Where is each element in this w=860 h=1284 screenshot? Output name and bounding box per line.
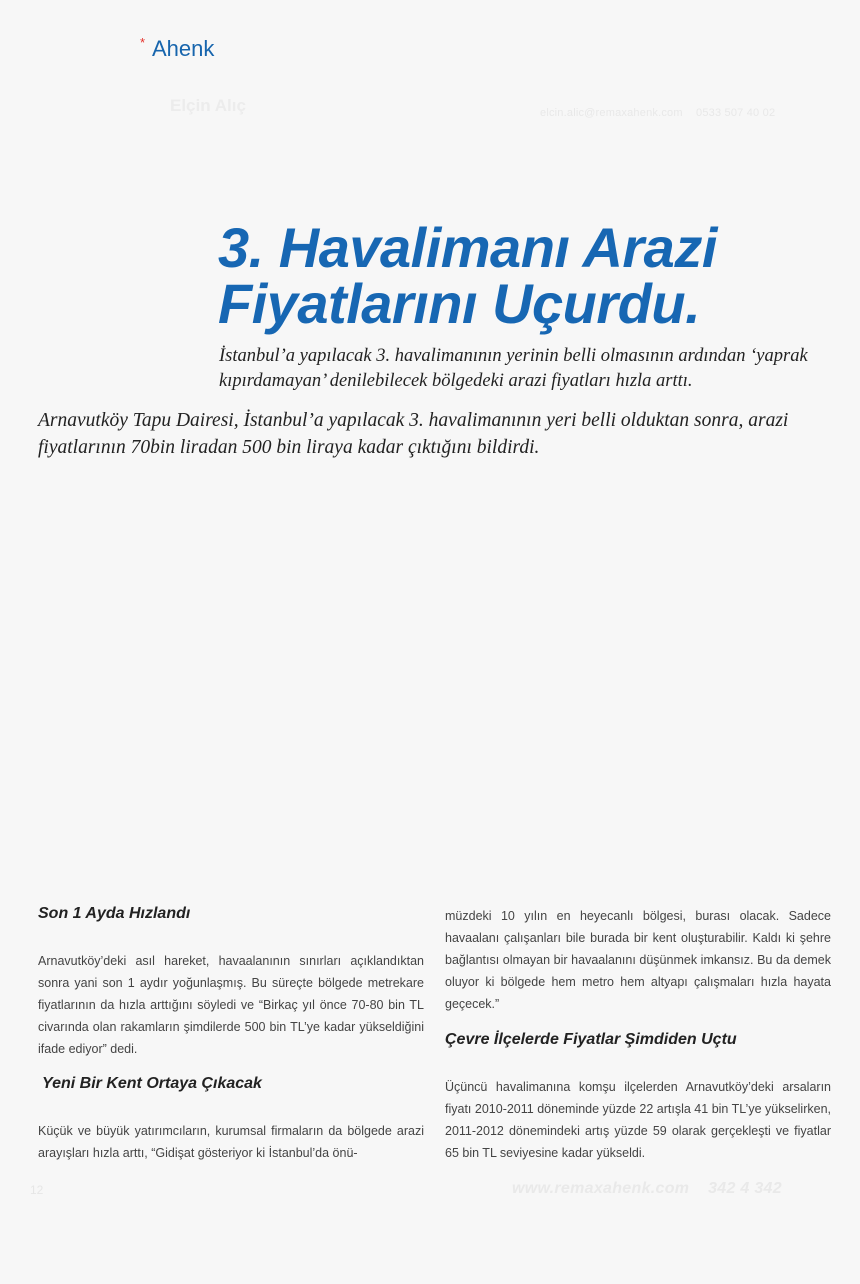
author-name: Elçin Alıç — [170, 96, 246, 115]
section-body-yeni-kent-part-2 — [445, 905, 831, 1015]
article-lead: Arnavutköy Tapu Dairesi, İstanbul’a yapılacak 3. havalimanının yeri belli olduktan sonra, arazi fiyatlarının 70bin liradan 500 bin liraya kadar çıktığını bildirdi. — [38, 410, 789, 458]
article-title-line-1: 3. Havalimanı Arazi — [218, 216, 717, 279]
section-paragraph: Üçüncü havalimanına komşu ilçelerden Arnavutköy’deki arsaların fiyatı 2010-2011 döneminde yüzde 22 artışla 41 bin TL’ye yükselirken, 2011-2012 dönemindeki artış yüzde 59 olarak gerçekleşti ve fiyatlar 65 bin TL seviyesine kadar yükseldi. — [445, 1080, 831, 1160]
section-heading-son-1-ayda: Son 1 Ayda Hızlandı — [38, 905, 191, 922]
section-body-yeni-kent-part-1 — [38, 1120, 424, 1164]
author-phone: 0533 507 40 02 — [696, 107, 776, 119]
article-title-line-2: Fiyatlarını Uçurdu. — [218, 272, 701, 335]
brand-star-mark: * — [140, 35, 146, 50]
footer-phone: 342 4 342 — [708, 1180, 782, 1197]
section-body-son-1-ayda — [38, 950, 424, 1060]
article-title — [218, 216, 838, 335]
section-body-cevre-ilceler — [445, 1076, 831, 1164]
page-number: 12 — [30, 1183, 44, 1197]
section-heading-cevre-ilceler: Çevre İlçelerde Fiyatlar Şimdiden Uçtu — [445, 1031, 737, 1048]
article-subtitle: İstanbul’a yapılacak 3. havalimanının yerinin belli olmasının ardından ‘yaprak kıpırdamayan’ denilebilecek bölgedeki arazi fiyatları hızla arttı. — [219, 346, 808, 391]
author-contact — [540, 107, 775, 119]
footer-website-link[interactable]: www.remaxahenk.com — [512, 1180, 690, 1197]
section-heading-yeni-kent: Yeni Bir Kent Ortaya Çıkacak — [42, 1075, 262, 1092]
brand-name: Ahenk — [152, 36, 215, 61]
footer-contact — [512, 1180, 782, 1198]
author-email: elcin.alic@remaxahenk.com — [540, 107, 683, 119]
section-paragraph: Küçük ve büyük yatırımcıların, kurumsal firmaların da bölgede arazi arayışları hızla arttı, “Gidişat gösteriyor ki İstanbul’da önü- — [38, 1124, 424, 1160]
section-paragraph: Arnavutköy’deki asıl hareket, havaalanının sınırları açıklandıktan sonra yani son 1 aydır yoğunlaşmış. Bu süreçte bölgede metrekare fiyatlarının da hızla arttığını söyledi ve “Birkaç yıl önce 70-80 bin TL civarında olan rakamların şimdilerde 500 bin TL’ye kadar yükseldiğini ifade ediyor” dedi. — [38, 954, 424, 1056]
section-paragraph: müzdeki 10 yılın en heyecanlı bölgesi, burası olacak. Sadece havaalanı çalışanları bile burada bir kent oluşturabilir. Kaldı ki şehre bağlantısı olmayan bir havaalanını düşünmek imkansız. Bu da demek oluyor ki bölgede hem metro hem altyapı çalışmaları hızla hayata geçecek.” — [445, 909, 831, 1011]
